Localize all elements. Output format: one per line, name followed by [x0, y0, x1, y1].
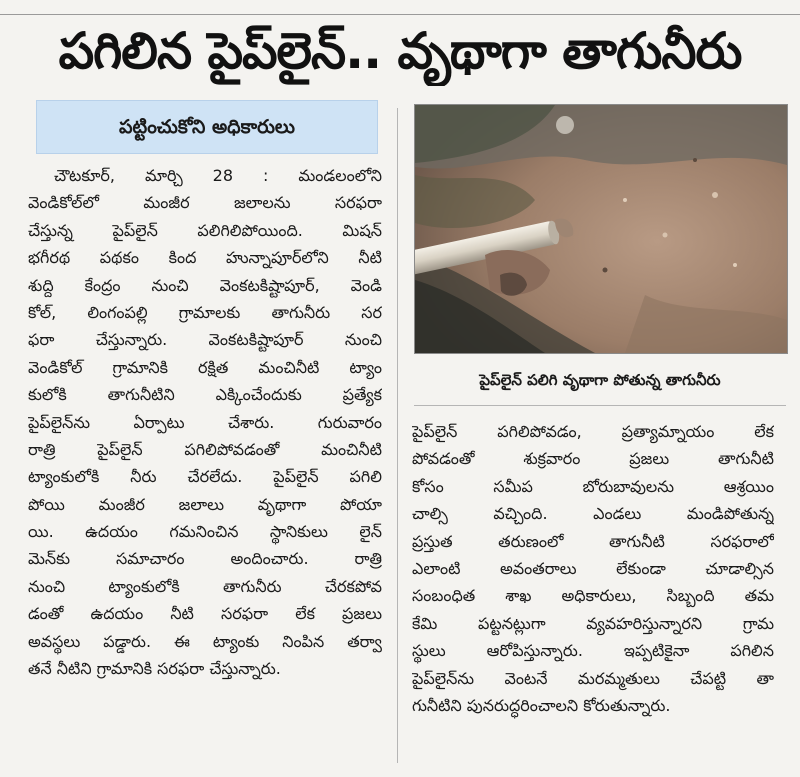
text-line: భగీరథ పథకం కింద హున్నాపూర్‌లోని నీటి [28, 248, 382, 268]
text-line: చౌటకూర్, మార్చి 28 : మండలంలోని [54, 166, 382, 185]
text-line: చాల్సి వచ్చింది. ఎండలు మండిపోతున్న [412, 504, 774, 524]
text-line: వెండికోల్‌లో మంజీర జలాలను సరఫరా [28, 193, 382, 213]
text-line: వెండికోల్ గ్రామానికి రక్షిత మంచినీటి ట్యాం [28, 357, 382, 377]
subheadline-box [36, 100, 378, 154]
text-line: మెన్‌కు సమాచారం అందించారు. రాత్రి [28, 549, 382, 569]
text-line: పోవడంతో శుక్రవారం ప్రజలు తాగునీటి [412, 449, 774, 469]
text-line: చేస్తున్న పైప్‌లైన్ పలిగిలిపోయింది. మిషన్ [28, 220, 382, 240]
article-body-right-column [412, 418, 774, 763]
text-line: కేమి పట్టనట్లుగా వ్యవహరిస్తున్నారని గ్రామ [412, 613, 774, 633]
text-line: డంతో ఉదయం నీటి సరఫరా లేక ప్రజలు [28, 604, 382, 624]
text-line: ఫరా చేస్తున్నారు. వెంకటకిష్టాపూర్ నుంచి [28, 330, 382, 350]
text-line: కులోకి తాగునీటిని ఎక్కించేందుకు ప్రత్యేక [28, 385, 382, 405]
caption-divider [414, 405, 786, 406]
subheadline: పట్టించుకోని అధికారులు [119, 116, 295, 138]
text-line: కోల్, లింగంపల్లి గ్రామాలకు తాగునీరు సర [28, 302, 382, 322]
text-line: ఎలాంటి అవంతరాలు లేకుండా చూడాల్సిన [412, 558, 774, 578]
text-line: ప్రస్తుత తరుణంలో తాగునీటి సరఫరాలో [412, 531, 774, 551]
text-line: పోయి మంజీర జలాలు వృథాగా పోయా [28, 494, 382, 514]
text-line: ట్యాంకులోకి నీరు చేరలేదు. పైప్‌లైన్ పగిలి [28, 467, 382, 487]
article-body-left-column [28, 162, 382, 762]
photo-caption: పైప్‌లైన్ పలిగి వృథాగా పోతున్న తాగునీరు [479, 371, 721, 389]
column-divider [397, 108, 398, 763]
text-line: అవస్థలు పడ్డారు. ఈ ట్యాంకు నింపిన తర్వా [28, 631, 382, 651]
text-line: సంబంధిత శాఖ అధికారులు, సిబ్బంది తమ [412, 586, 774, 606]
text-line: పైప్‌లైన్ పగిలిపోవడం, ప్రత్యామ్నాయం లేక [412, 422, 774, 441]
text-line: శుద్ది కేంద్రం నుంచి వెంకటకిష్టాపూర్, వెండి [28, 275, 382, 295]
text-line: పైప్‌లైన్‌ను వెంటనే మరమ్మతులు చేపట్టి తా [412, 668, 774, 688]
text-line: కోసం సమీప బోరుబావులను ఆశ్రయిం [412, 476, 774, 496]
text-line: పైప్‌లైన్‌ను ఏర్పాటు చేశారు. గురువారం [28, 412, 382, 432]
text-line: నుంచి ట్యాంకులోకి తాగునీరు చేరకపోవ [28, 576, 382, 596]
text-line: స్థులు ఆరోపిస్తున్నారు. ఇప్పటికైనా పగిలిన [412, 641, 774, 661]
photo-illustration [415, 105, 787, 353]
text-line: యి. ఉదయం గమనించిన స్థానికులు లైన్ [28, 522, 382, 542]
text-line: గునీటిని పునరుద్ధరించాలని కోరుతున్నారు. [412, 695, 671, 715]
text-line: తనే నీటిని గ్రామానికి సరఫరా చేస్తున్నారు. [28, 659, 281, 679]
clipping-top-border [0, 0, 800, 15]
text-line: రాత్రి పైప్‌లైన్ పగిలిపోవడంతో మంచినీటి [28, 439, 382, 459]
headline: పగిలిన పైప్‌లైన్.. వృథాగా తాగునీరు [58, 22, 742, 80]
broken-pipeline-photo [414, 104, 788, 354]
